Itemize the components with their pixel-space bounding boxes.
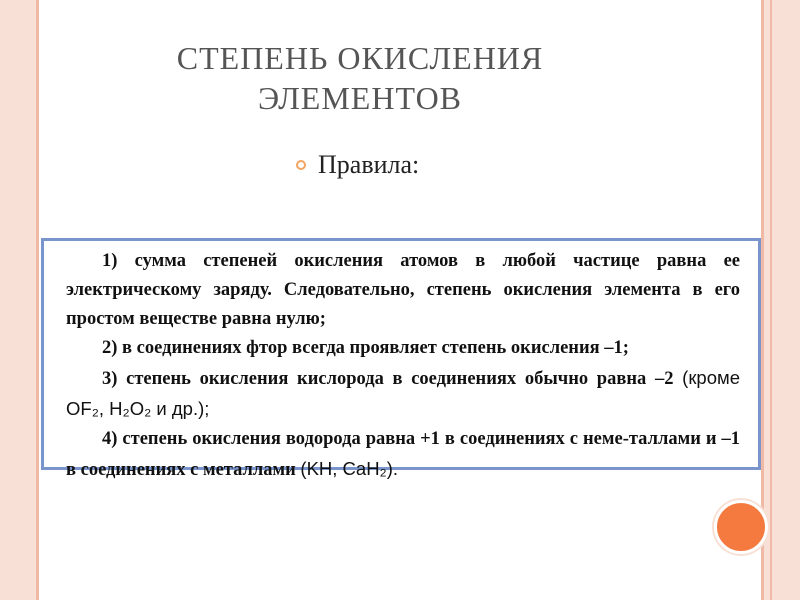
slide-title — [120, 38, 600, 118]
left-decorative-line — [36, 0, 39, 600]
rule-3 — [66, 363, 740, 425]
left-decorative-stripe — [0, 0, 36, 600]
slide-title-line1: СТЕПЕНЬ ОКИСЛЕНИЯ — [176, 40, 544, 76]
circle-bullet-icon — [296, 160, 306, 170]
rule-1: 1) сумма степеней окисления атомов в любой частице равна ее электрическому заряду. Следовательно, степень окисления элемента в его простом веществе равна нулю; — [66, 251, 740, 329]
rule-2: 2) в соединениях фтор всегда проявляет степень окисления –1; — [102, 338, 629, 358]
rule-4-text: 4) степень окисления водорода равна +1 в соединениях с неме-таллами и –1 в соединениях с металлами — [66, 429, 740, 480]
bullet-item — [296, 150, 419, 180]
rules-box — [41, 238, 761, 480]
rule-4 — [66, 425, 740, 485]
rule-3-text: 3) степень окисления кислорода в соединениях обычно равна –2 — [102, 369, 674, 389]
rule-4-examples: (KH, CaH₂). — [300, 458, 399, 479]
slide-title-line2: ЭЛЕМЕНТОВ — [257, 80, 463, 116]
rule-3-exception: (кроме OF₂, H₂O₂ и др.); — [66, 367, 741, 419]
decorative-circle — [714, 500, 768, 554]
right-decorative-line-thin — [770, 0, 772, 600]
bullet-text: Правила: — [318, 150, 420, 179]
